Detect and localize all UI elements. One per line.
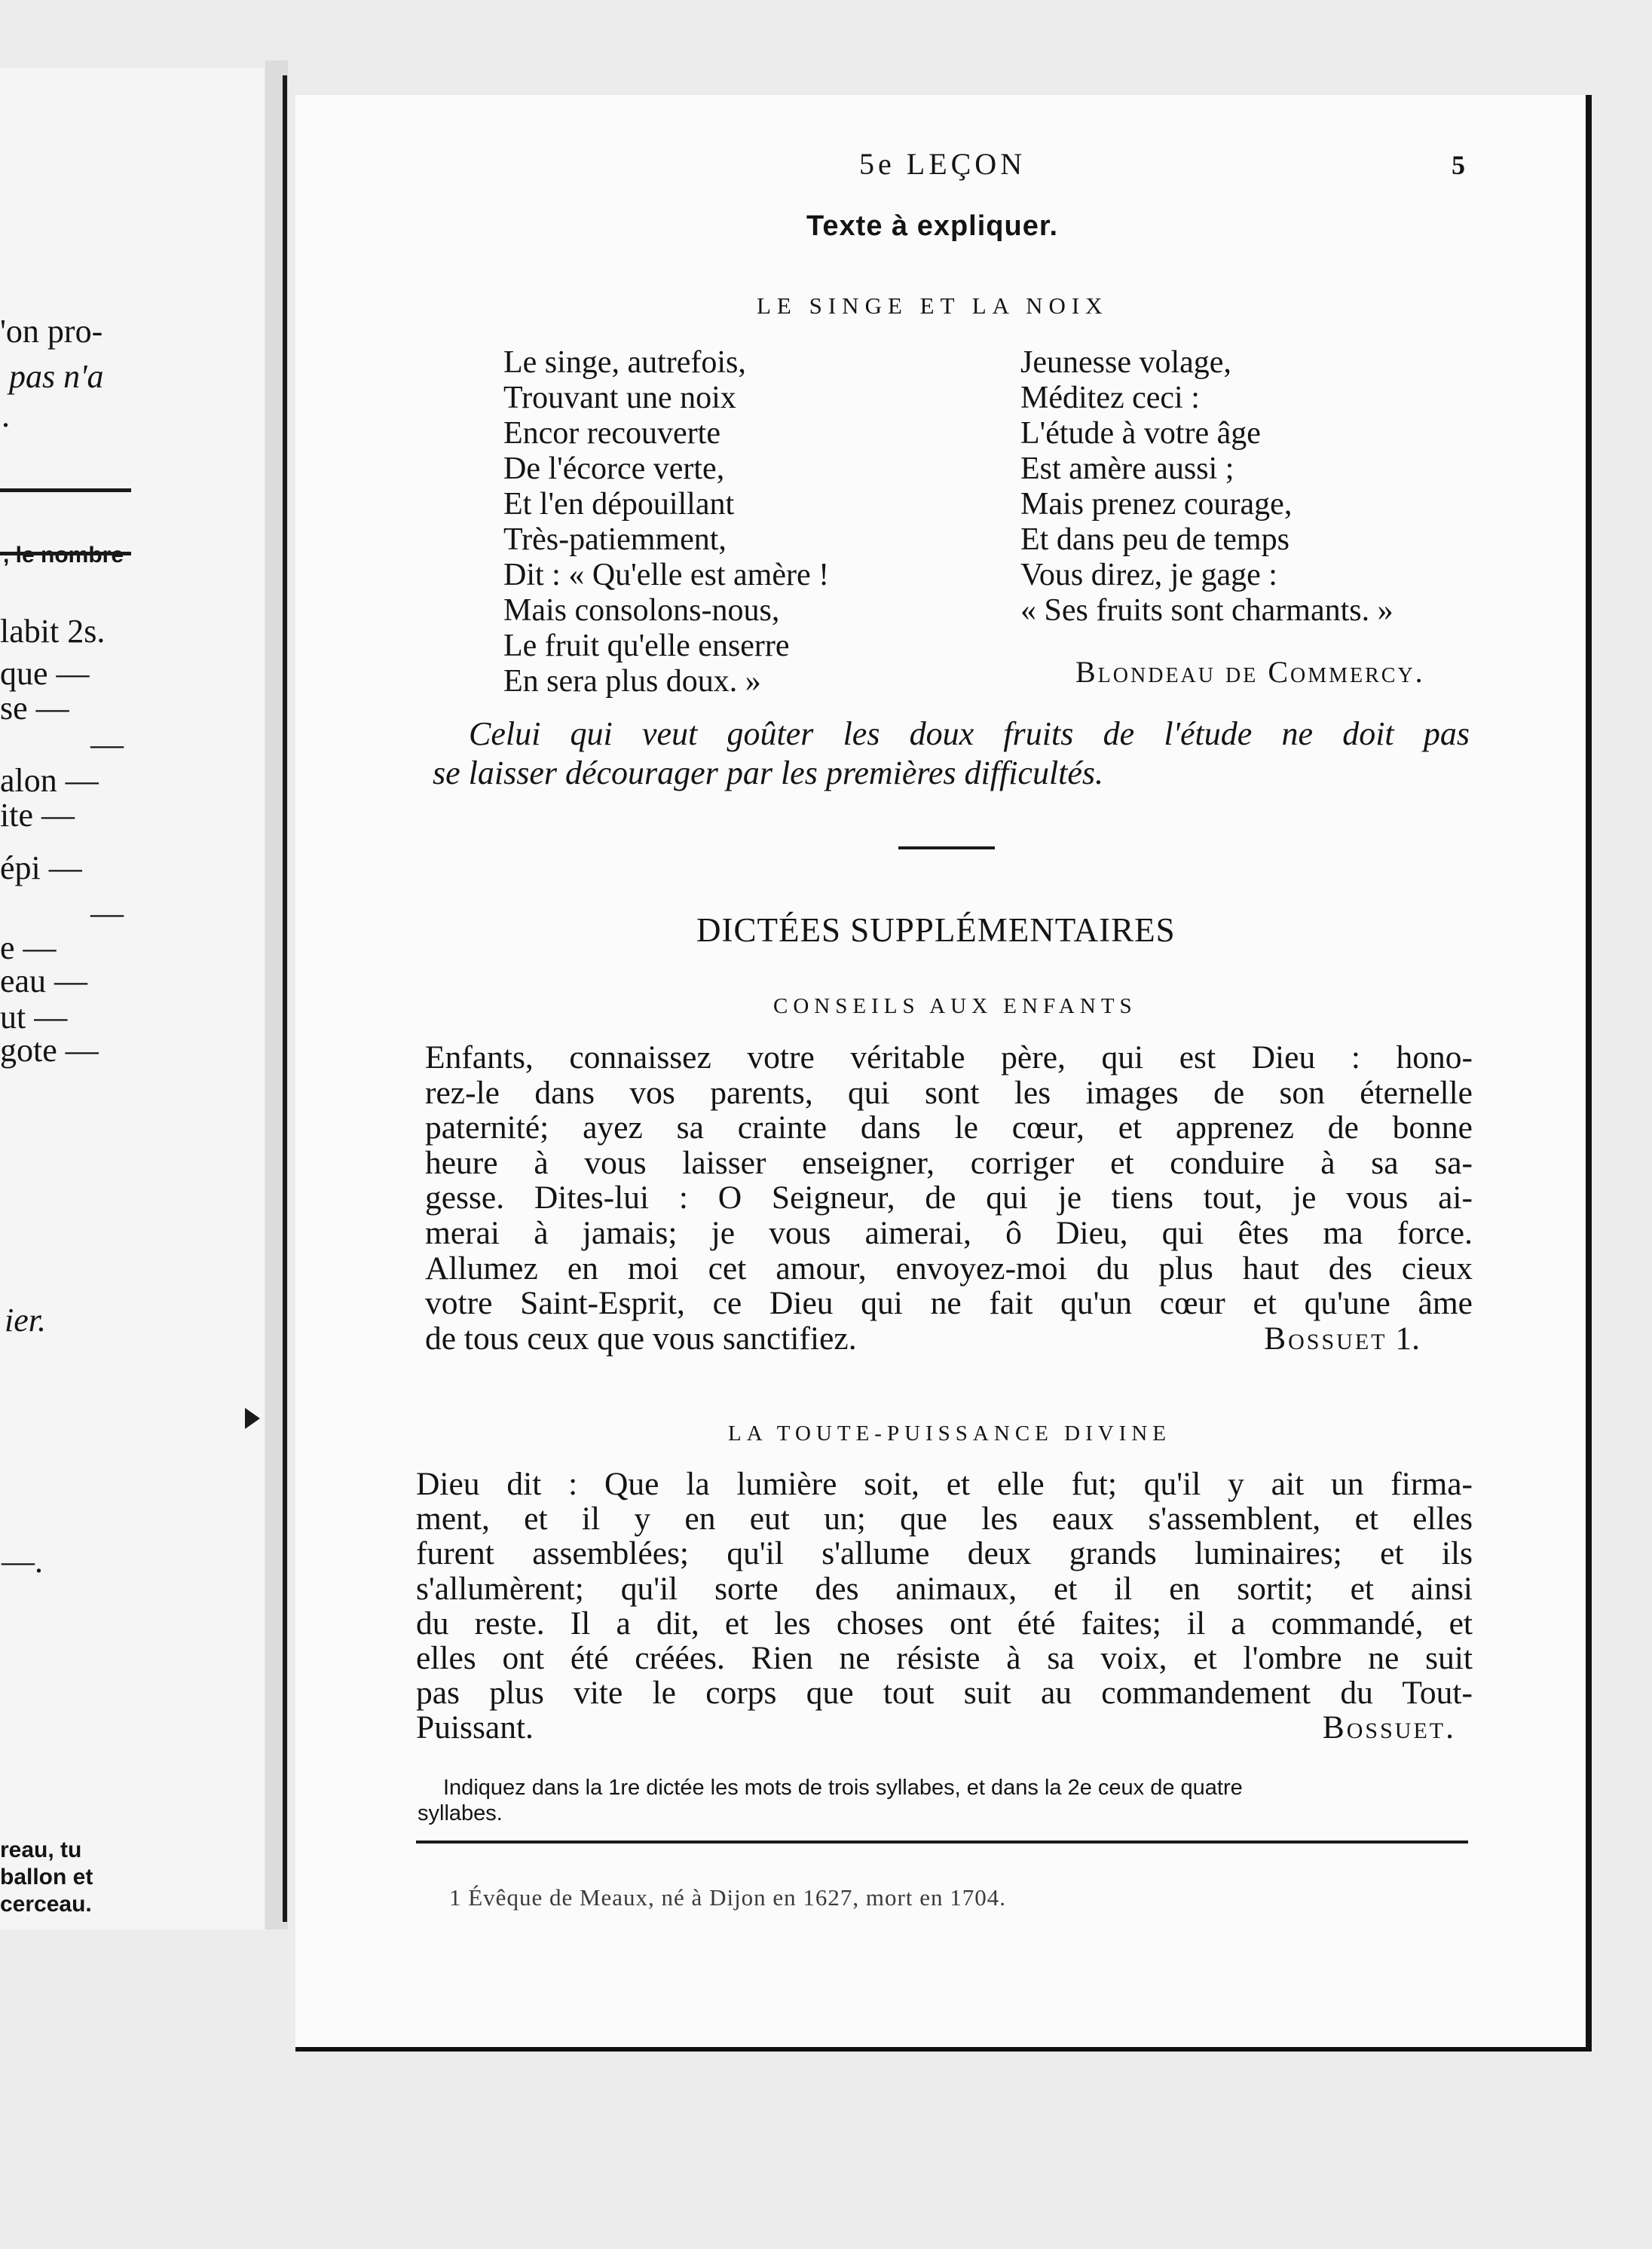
dictation-final-words: de tous ceux que vous sanctifiez. [425,1320,857,1357]
dictation-last-line [416,1710,1473,1745]
left-page-rule [0,552,131,555]
left-page-fragment: — [90,726,124,763]
text-line: Encor recouverte [503,416,720,451]
section-divider [898,846,995,849]
footnote: 1 Évêque de Meaux, né à Dijon en 1627, mort en 1704. [449,1884,1006,1911]
book-page [295,95,1592,2052]
text-line: L'étude à votre âge [1020,416,1261,451]
section-title: DICTÉES SUPPLÉMENTAIRES [696,911,1176,949]
text-line: Très-patiemment, [503,522,727,557]
text-line: furent assemblées; qu'il s'allume deux grands luminaires; et ils [416,1535,1473,1572]
text-line: heure à vous laisser enseigner, corriger et conduire à sa sa- [425,1144,1473,1181]
text-line: rez-le dans vos parents, qui sont les images de son éternelle [425,1074,1473,1111]
left-page-fragment: ite — [0,797,75,834]
text-line: De l'écorce verte, [503,451,725,486]
dictation-text [425,1040,1473,1356]
left-page-fragment: e — [0,929,57,966]
text-line: Dit : « Qu'elle est amère ! [503,558,830,592]
left-page-fragment: ut — [0,999,68,1036]
left-page-fragment: reau, tu [0,1837,82,1862]
poem-left-column [503,345,829,699]
dictation-final-words: Puissant. [416,1709,534,1746]
left-page-fragment: que — [0,655,90,692]
text-line: pas plus vite le corps que tout suit au commandement du Tout- [416,1675,1473,1712]
spine-edge-line [283,75,287,1922]
poem-right-column [1020,345,1393,629]
left-page-fragment: alon — [0,762,99,799]
text-line: votre Saint-Esprit, ce Dieu qui ne fait qu'un cœur et qu'une âme [425,1285,1473,1322]
dictation-title: CONSEILS AUX ENFANTS [773,994,1137,1018]
text-line: gesse. Dites-lui : O Seigneur, de qui je tiens tout, je vous ai- [425,1180,1473,1216]
maxim-line: se laisser décourager par les premières difficultés. [433,754,1104,791]
exercise-line: Indiquez dans la 1re dictée les mots de trois syllabes, et dans la 2e ceux de quatre [443,1776,1243,1800]
left-page-fragment [3,544,124,567]
text-line: Et dans peu de temps [1020,522,1289,557]
left-page-fragment: —. [2,1543,43,1580]
footnote-rule [416,1841,1468,1844]
text-line: elles ont été créées. Rien ne résiste à sa voix, et l'ombre ne suit [416,1640,1473,1677]
page-number: 5 [1452,150,1469,180]
text-line: Mais prenez courage, [1020,487,1293,522]
exercise-line: syllabes. [418,1801,503,1825]
left-page-fragment: eau — [0,962,88,999]
text-line: Est amère aussi ; [1020,451,1234,486]
text-line: du reste. Il a dit, et les choses ont été faites; il a commandé, et [416,1605,1473,1642]
left-page-fragment: épi — [0,849,82,886]
left-page-fragment: labit 2s. [0,613,106,650]
text-line: Le singe, autrefois, [503,345,746,380]
spine-notch [245,1408,260,1429]
left-page-rule [0,488,131,492]
section-title: Texte à expliquer. [806,210,1059,242]
text-line: Enfants, connaissez votre véritable père, qui est Dieu : hono- [425,1039,1473,1076]
text-line: merai à jamais; je vous aimerai, ô Dieu, qui êtes ma force. [425,1214,1473,1251]
text-line: Mais consolons-nous, [503,593,780,628]
maxim [433,714,1470,793]
dictation-author: Bossuet 1. [1264,1320,1420,1357]
text-line: Le fruit qu'elle enserre [503,629,790,663]
poem-title: LE SINGE ET LA NOIX [757,292,1109,319]
exercise-instructions [418,1775,1476,1826]
text-line: Méditez ceci : [1020,381,1200,415]
text-line: Vous direz, je gage : [1020,558,1277,592]
left-page-fragment: ier. [5,1302,46,1339]
left-page-fragment: cerceau. [0,1892,92,1917]
text-line: Dieu dit : Que la lumière soit, et elle fut; qu'il y ait un firma- [416,1466,1473,1502]
dictation-text [416,1467,1473,1746]
left-page-fragment: se — [0,690,69,727]
text-line: paternité; ayez sa crainte dans le cœur, et apprenez de bonne [425,1109,1473,1146]
dictation-author: Bossuet. [1322,1709,1456,1746]
poem-author: Blondeau de Commercy. [1075,655,1425,689]
text-line: s'allumèrent; qu'il sorte des animaux, et il en sortit; et ainsi [416,1570,1473,1607]
text-line: Jeunesse volage, [1020,345,1231,380]
text-line: Allumez en moi cet amour, envoyez-moi du plus haut des cieux [425,1250,1473,1287]
left-page-fragment: ballon et [0,1865,93,1889]
left-page-fragment: — [90,895,124,932]
text-line: « Ses fruits sont charmants. » [1020,593,1393,628]
dictation-last-line [425,1321,1473,1357]
text-line: En sera plus doux. » [503,664,761,699]
left-page-fragment: 'on pro- [0,313,103,350]
left-page-fragment: gote — [0,1032,99,1069]
left-page-fragment: . [2,397,10,434]
text-line: ment, et il y en eut un; que les eaux s'assemblent, et elles [416,1501,1473,1538]
dictation-title: LA TOUTE-PUISSANCE DIVINE [728,1421,1171,1446]
text-line: Et l'en dépouillant [503,487,735,522]
text-line: Trouvant une noix [503,381,736,415]
left-page-fragment: pas n'a [9,358,104,395]
maxim-line: Celui qui veut goûter les doux fruits de l'étude ne doit pas [469,715,1470,752]
lesson-heading: 5e LEÇON [859,147,1026,181]
left-facing-page [0,68,264,1929]
